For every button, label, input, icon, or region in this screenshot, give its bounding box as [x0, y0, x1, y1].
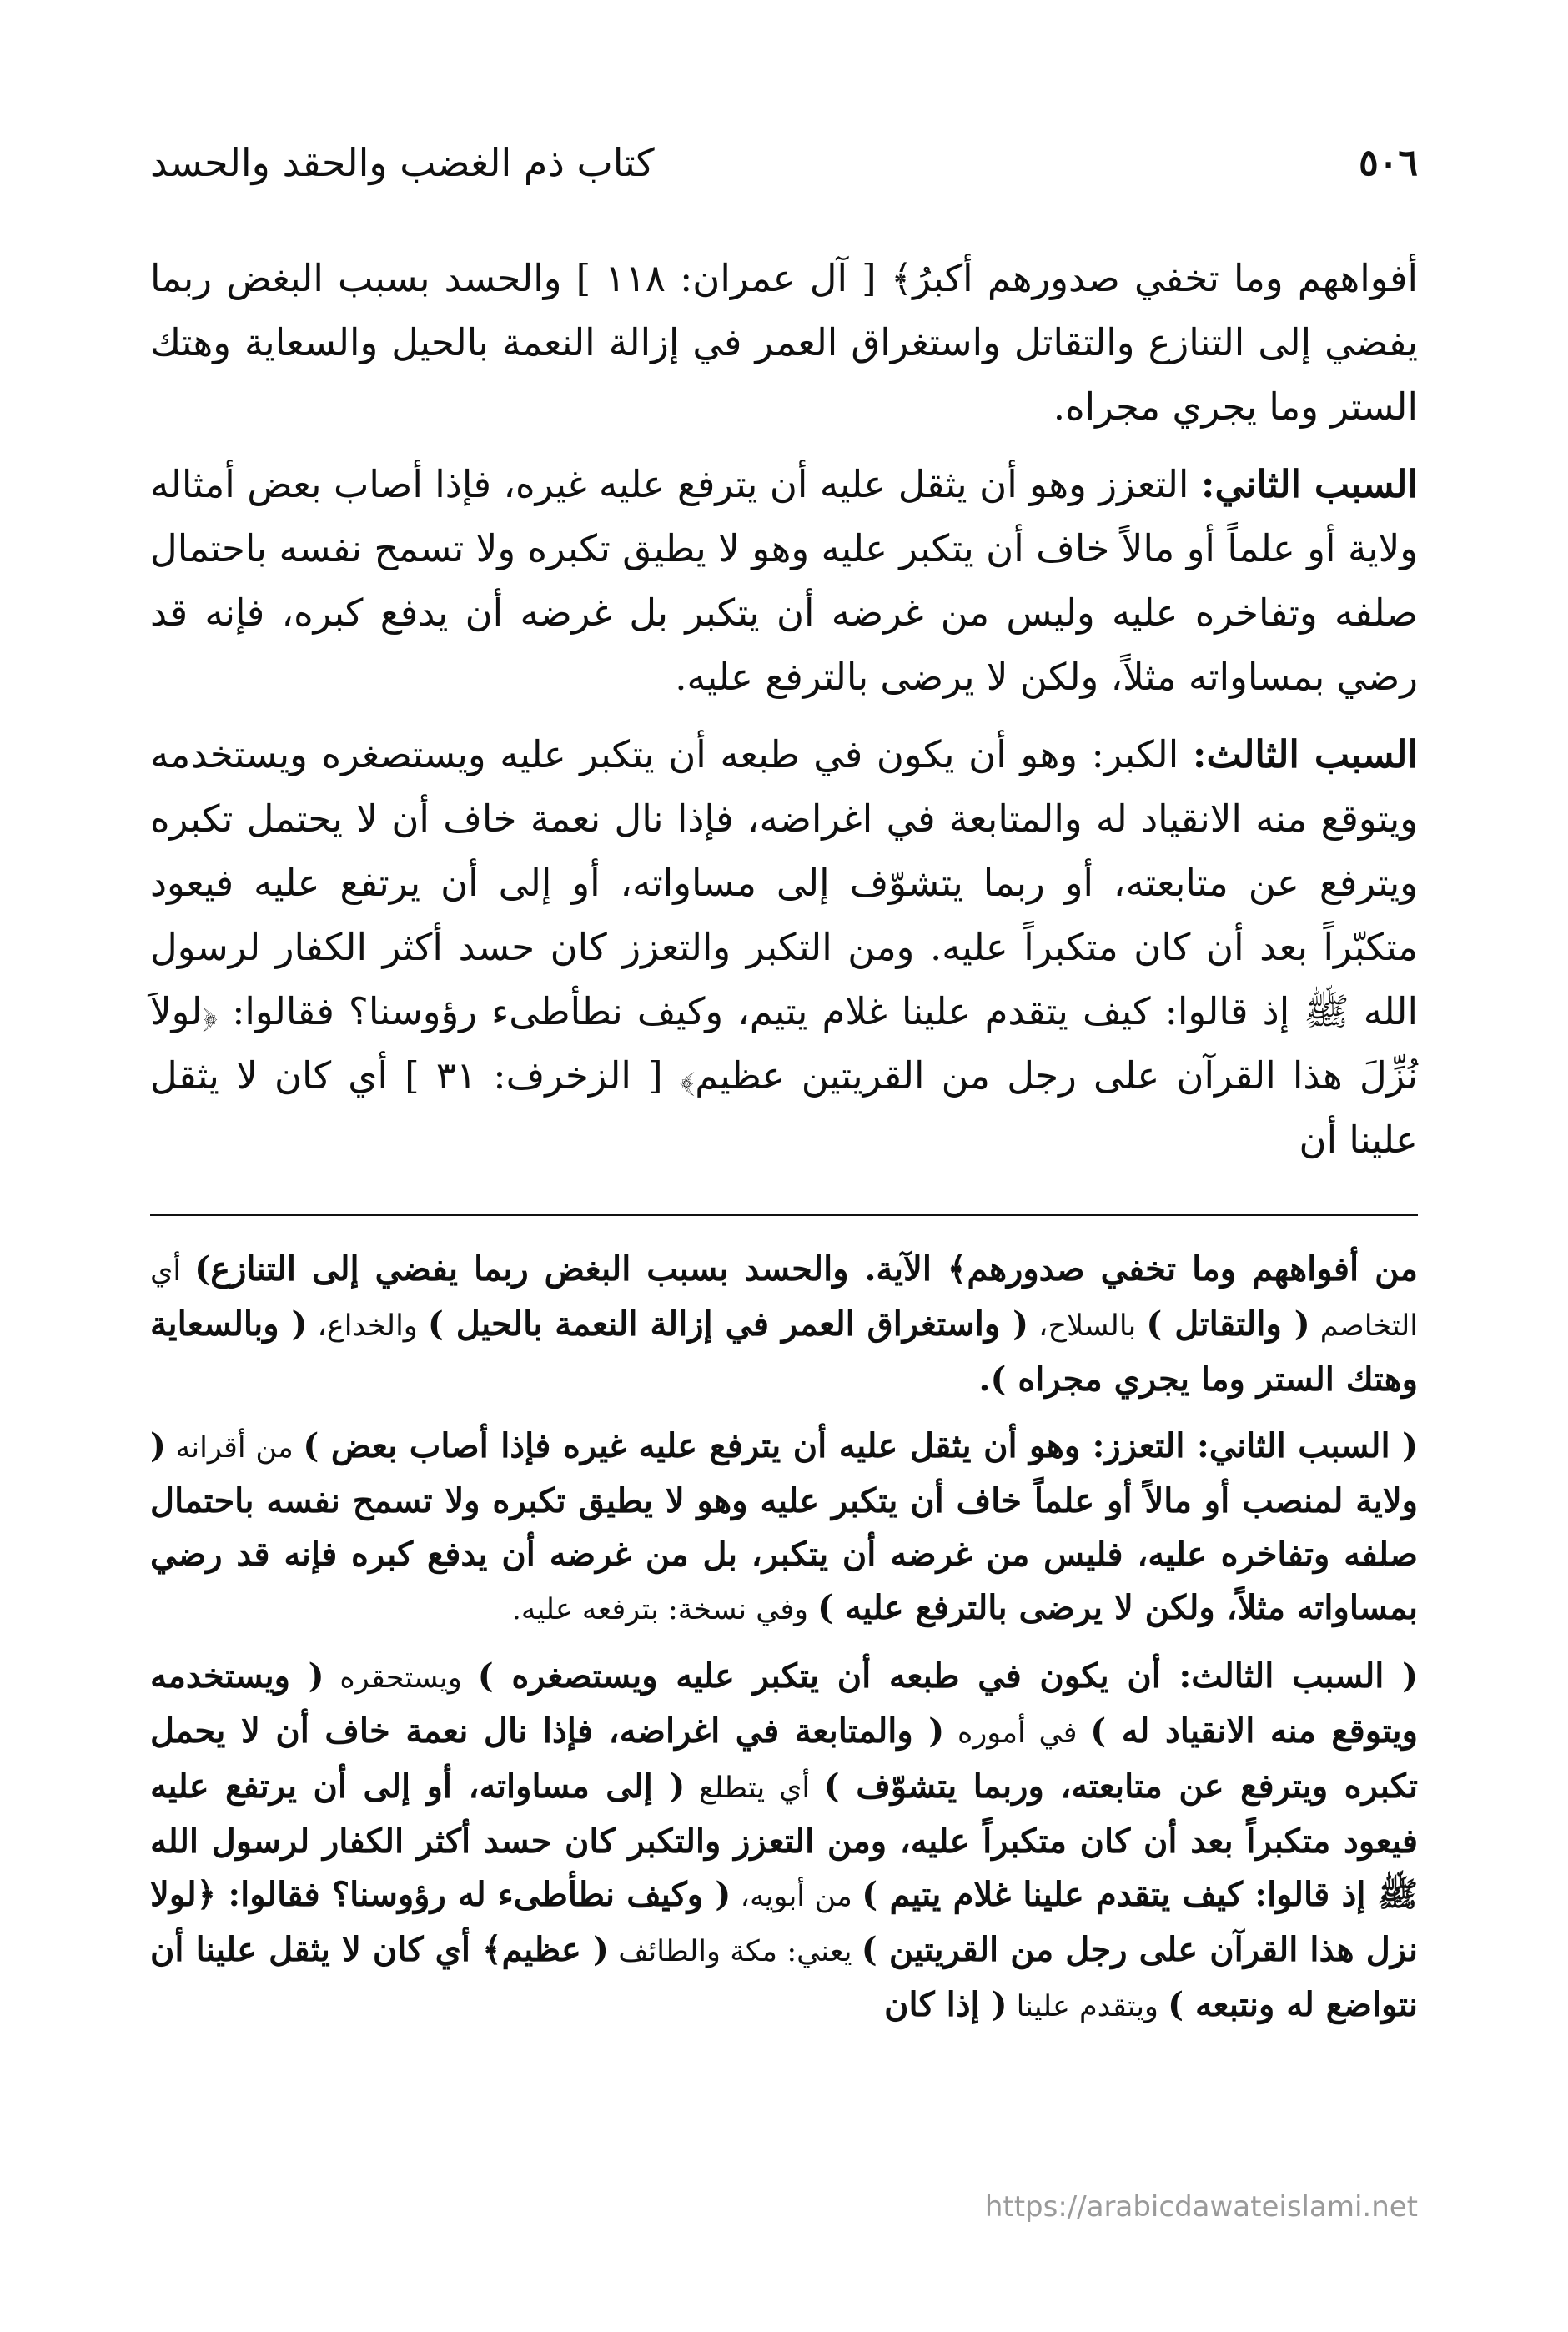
commentary-quote: ( إلى مساواته، أو إلى أن يرتفع عليه فيعود متكبراً بعد أن كان متكبراً عليه، ومن التعزز والتكبر كان حسد أكثر الكفار لرسول الله ﷺ إذ قالوا: كيف يتقدم علينا غلام يتيم )	[150, 1767, 1418, 1914]
commentary-quote: ( والتقاتل )	[1146, 1304, 1310, 1344]
commentary-gloss: وفي نسخة: بترفعه عليه.	[511, 1593, 818, 1626]
commentary-gloss: بالسلاح،	[1028, 1309, 1147, 1343]
commentary-text	[150, 1243, 1418, 2047]
main-paragraph-3-text: الكبر: وهو أن يكون في طبعه أن يتكبر عليه ويستصغره ويستخدمه ويتوقع منه الانقياد له والمتابعة في اغراضه، فإذا نال نعمة خاف أن لا يحتمل تكبره ويترفع عن متابعته، أو ربما يتشوّف إلى مساواته، أو إلى أن يرتفع عليه فيعود متكبّراً بعد أن كان متكبراً عليه. ومن التكبر والتعزز كان حسد أكثر الكفار لرسول الله ﷺ إذ قالوا: كيف يتقدم علينا غلام يتيم، وكيف نطأطىء رؤوسنا؟ فقالوا: ﴿لولاَ نُزِّلَ هذا القرآن على رجل من القريتين عظيم﴾ [ الزخرف: ٣١ ] أي كان لا يثقل علينا أن	[150, 732, 1418, 1162]
page-number: ٥٠٦	[1359, 141, 1418, 184]
website-watermark: https://arabicdawateislami.net	[984, 2190, 1418, 2224]
commentary-gloss: أي التخاصم	[150, 1254, 1418, 1343]
commentary-quote: ( واستغراق العمر في إزالة النعمة بالحيل )	[427, 1304, 1029, 1344]
footnote-divider	[150, 1214, 1418, 1216]
commentary-gloss: من أبويه،	[731, 1880, 862, 1913]
commentary-paragraph-3	[150, 1650, 1418, 2033]
main-paragraph-3	[150, 722, 1418, 1172]
commentary-quote: ( السبب الثالث: أن يكون في طبعه أن يتكبر عليه ويستصغره )	[477, 1656, 1418, 1696]
commentary-quote: ( إذا كان	[884, 1985, 1008, 2024]
commentary-quote: ( والمتابعة في اغراضه، فإذا نال نعمة خاف أن لا يحمل تكبره ويترفع عن متابعته، وربما يتشوّف )	[150, 1711, 1418, 1806]
commentary-gloss: أي يتطلع	[685, 1772, 824, 1805]
main-paragraph-2	[150, 452, 1418, 709]
commentary-quote: ( وكيف نطأطىء له رؤوسنا؟ فقالوا: ﴿لولا نزل هذا القرآن على رجل من القريتين )	[150, 1875, 1418, 1969]
commentary-quote: ( عظيم﴾ أي كان لا يثقل علينا أن نتواضع له ونتبعه )	[150, 1930, 1418, 2024]
main-text	[150, 246, 1418, 1185]
section-heading-second-cause: السبب الثاني:	[1200, 462, 1419, 506]
commentary-gloss: والخداع،	[307, 1309, 428, 1343]
commentary-quote: ( ويستخدمه ويتوقع منه الانقياد له )	[150, 1656, 1418, 1751]
commentary-gloss: ويستحقره	[324, 1661, 478, 1695]
running-title: كتاب ذم الغضب والحقد والحسد	[150, 140, 655, 185]
commentary-paragraph-2	[150, 1420, 1418, 1636]
commentary-quote: من أفواههم وما تخفي صدورهم﴾ الآية. والحسد بسبب البغض ربما يفضي إلى التنازع)	[194, 1249, 1418, 1289]
commentary-gloss: يعني: مكة والطائف	[608, 1935, 862, 1968]
commentary-gloss: ويتقدم علينا	[1007, 1990, 1168, 2023]
commentary-quote: ( ولاية لمنصب أو مالاً أو علماً خاف أن يتكبر عليه وهو لا يطيق تكبره ولا تسمح نفسه باحتمال صلفه وتفاخره عليه، فليس من غرضه أن يتكبر، بل من غرضه أن يدفع كبره فإنه قد رضي بمساواته مثلاً، ولكن لا يرضى بالترفع عليه )	[150, 1426, 1418, 1627]
commentary-quote: ( وبالسعاية وهتك الستر وما يجري مجراه ).	[150, 1304, 1418, 1399]
page-header	[150, 125, 1418, 200]
main-paragraph-2-text: التعزز وهو أن يثقل عليه أن يترفع عليه غيره، فإذا أصاب بعض أمثاله ولاية أو علماً أو مالاً خاف أن يتكبر عليه وهو لا يطيق تكبره ولا تسمح نفسه باحتمال صلفه وتفاخره عليه وليس من غرضه أن يتكبر بل غرضه أن يدفع كبره، فإنه قد رضي بمساواته مثلاً، ولكن لا يرضى بالترفع عليه.	[150, 462, 1418, 699]
commentary-paragraph-1	[150, 1243, 1418, 1406]
commentary-gloss: من أقرانه	[165, 1431, 304, 1465]
commentary-gloss: في أموره	[944, 1716, 1091, 1750]
commentary-quote: ( السبب الثاني: التعزز: وهو أن يثقل عليه أن يترفع عليه غيره فإذا أصاب بعض )	[303, 1426, 1418, 1465]
main-paragraph-1: أفواههم وما تخفي صدورهم أكبرُ﴾ [ آل عمران: ١١٨ ] والحسد بسبب البغض ربما يفضي إلى التنازع والتقاتل واستغراق العمر في إزالة النعمة بالحيل والسعاية وهتك الستر وما يجري مجراه.	[150, 256, 1418, 429]
section-heading-third-cause: السبب الثالث:	[1192, 732, 1418, 776]
